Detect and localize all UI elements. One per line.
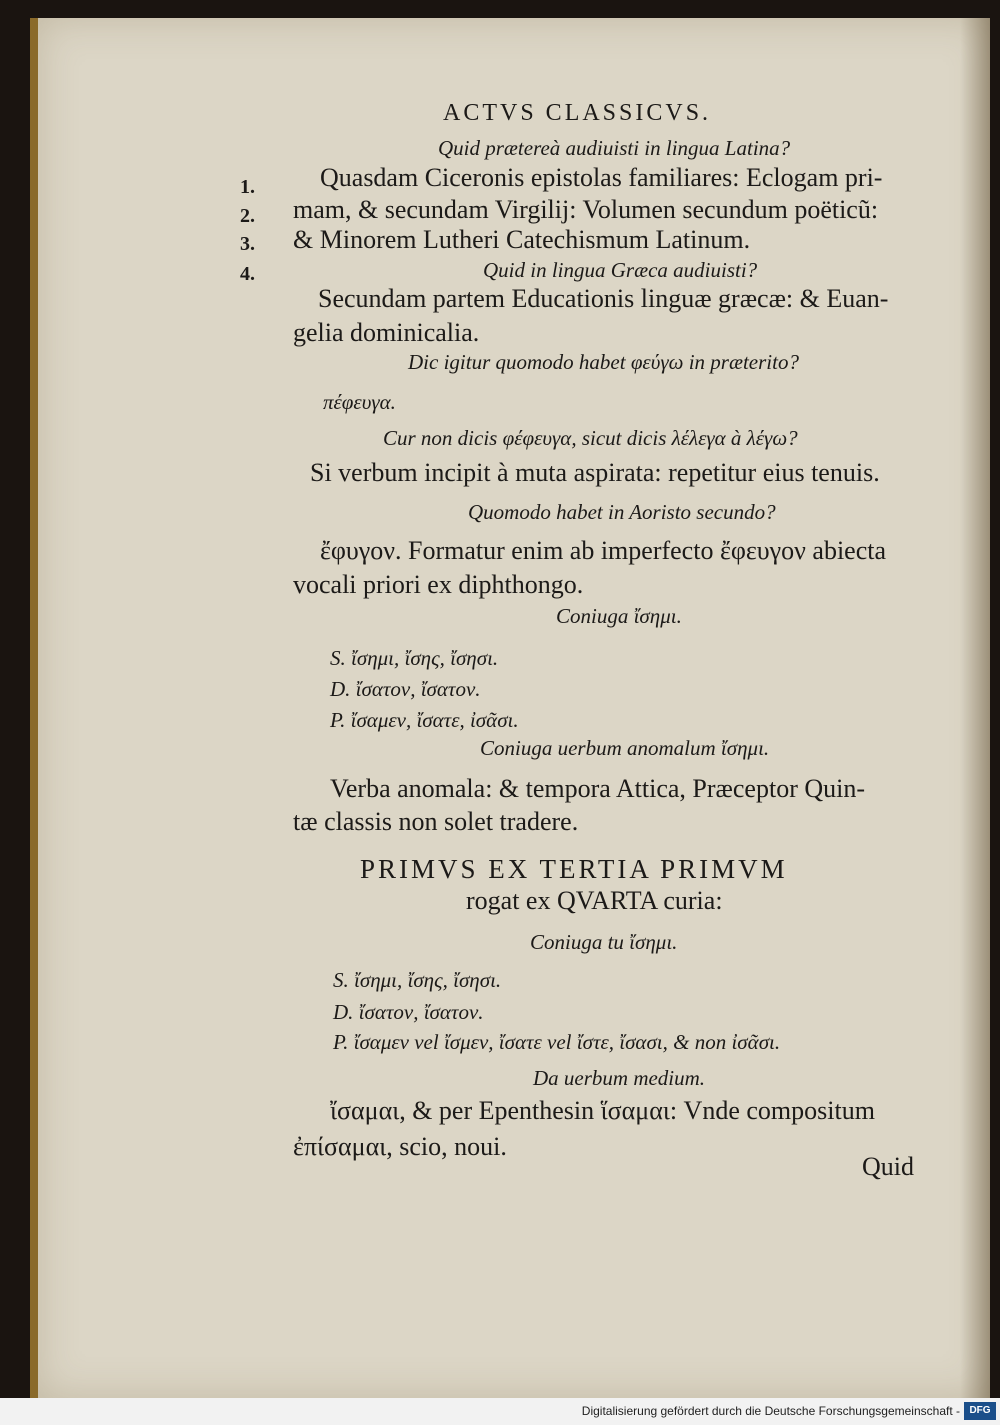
margin-number-1: 1. (240, 176, 255, 198)
question-line: Da uerbum medium. (533, 1066, 706, 1090)
text-line: ἐπίσαμαι, scio, noui. (293, 1132, 507, 1161)
text-line: vocali priori ex diphthongo. (293, 570, 584, 599)
greek-answer: πέφευγα. (323, 390, 396, 414)
conjugation-row: S. ἴσημι, ἴσης, ἴσησι. (330, 646, 499, 670)
text-line: Si verbum incipit à muta aspirata: repetitur eius tenuis. (310, 458, 880, 487)
footer-text: Digitalisierung gefördert durch die Deutsche Forschungsgemeinschaft - (581, 1404, 960, 1418)
conjugation-row: P. ἴσαμεν, ἴσατε, ἰσᾶσι. (330, 708, 519, 732)
question-line: Cur non dicis φέφευγα, sicut dicis λέλεγα à λέγω? (383, 426, 798, 450)
text-line: Quasdam Ciceronis epistolas familiares: Eclogam pri- (320, 163, 883, 192)
margin-number-3: 3. (240, 233, 255, 255)
catchword: Quid (862, 1152, 914, 1181)
footer-bar (0, 1398, 1000, 1425)
question-line: Quomodo habet in Aoristo secundo? (468, 500, 776, 524)
conjugation-row: D. ἴσατον, ἴσατον. (333, 1000, 484, 1024)
question-line: Dic igitur quomodo habet φεύγω in præterito? (408, 350, 799, 374)
question-line: Coniuga uerbum anomalum ἴσημι. (480, 736, 770, 760)
running-title: ACTVS CLASSICVS. (443, 100, 712, 126)
question-line: Quid prætereà audiuisti in lingua Latina? (438, 136, 791, 160)
section-subheading: rogat ex QVARTA curia: (466, 886, 723, 915)
text-line: mam, & secundam Virgilij: Volumen secundum poëticũ: (293, 195, 879, 224)
text-line: ἔφυγον. Formatur enim ab imperfecto ἔφευγον abiecta (320, 536, 887, 565)
text-line: tæ classis non solet tradere. (293, 807, 579, 836)
question-line: Quid in lingua Græca audiuisti? (483, 258, 758, 282)
text-line: Verba anomala: & tempora Attica, Præceptor Quin- (330, 774, 866, 803)
margin-number-4: 4. (240, 263, 255, 285)
section-heading: PRIMVS EX TERTIA PRIMVM (360, 854, 788, 884)
book-page (30, 18, 990, 1398)
question-line: Coniuga tu ἴσημι. (530, 930, 678, 954)
dfg-logo: DFG (964, 1402, 996, 1420)
text-line: Secundam partem Educationis linguæ græcæ: & Euan- (318, 284, 889, 313)
text-line: gelia dominicalia. (293, 318, 480, 347)
conjugation-row: D. ἴσατον, ἴσατον. (330, 677, 481, 701)
margin-number-2: 2. (240, 205, 255, 227)
question-line: Coniuga ἴσημι. (556, 604, 682, 628)
text-line: ἴσαμαι, & per Epenthesin ἵσαμαι: Vnde compositum (330, 1096, 875, 1125)
conjugation-row: P. ἴσαμεν vel ἴσμεν, ἴσατε vel ἴστε, ἴσασι, & non ἰσᾶσι. (333, 1030, 781, 1054)
conjugation-row: S. ἴσημι, ἴσης, ἴσησι. (333, 968, 502, 992)
text-line: & Minorem Lutheri Catechismum Latinum. (293, 225, 751, 254)
